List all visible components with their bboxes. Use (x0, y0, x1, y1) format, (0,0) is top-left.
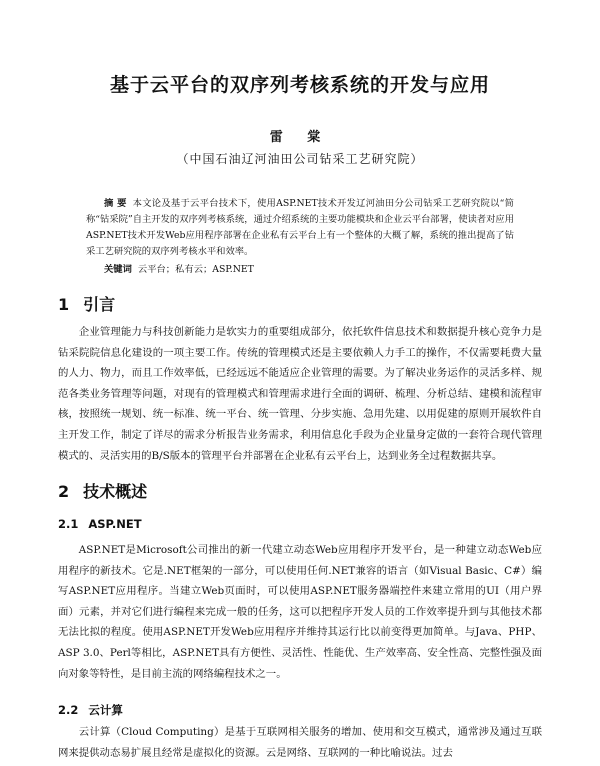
section-title: 引言 (83, 295, 116, 314)
author-name: 雷 棠 (269, 130, 331, 145)
subsection-title: ASP.NET (88, 517, 142, 531)
section-paragraph: 企业管理能力与科技创新能力是软实力的重要组成部分，依托软件信息技术和数据提升核心竞争力是钻采院院信息化建设的一项主要工作。传统的管理模式还是主要依赖人力手工的操作，不仅需要耗费大量的人力、物力，而且工作效率低，已经远远不能适应企业管理的需要。为了解决业务运作的灵活多样、规范各类业务管理等问题，对现有的管理模式和管理需求进行全面的调研、梳理、分析总结、建模和流程审核，按照统一规划、统一标准、统一平台、统一管理、分步实施、急用先建、以用促建的原则开展软件自主开发工作，制定了详尽的需求分析报告业务需求，利用信息化手段为企业量身定做的一套符合现代管理模式的、灵活实用的B/S版本的管理平台并部署在企业私有云平台上，达到业务全过程数据共享。 (58, 326, 542, 462)
abstract (86, 196, 514, 260)
subsection-paragraph: 云计算（Cloud Computing）是基于互联网相关服务的增加、使用和交互模式，通常涉及通过互联网来提供动态易扩展且经常是虚拟化的资源。云是网络、互联网的一种比喻说法。过去 (58, 726, 542, 759)
keywords-text: 云平台；私有云；ASP.NET (137, 264, 254, 275)
subsection-number: 2.1 (58, 517, 79, 531)
paper-title: 基于云平台的双序列考核系统的开发与应用 (109, 74, 490, 96)
subsection-heading (58, 517, 142, 531)
abstract-text: 本文论及基于云平台技术下，使用ASP.NET技术开发辽河油田分公司钻采工艺研究院以“简称“钻采院”自主开发的双序列考核系统，通过介绍系统的主要功能模块和企业云平台部署，使读者对应用ASP.NET技术开发Web应用程序部署在企业私有云平台上有一个整体的大概了解，系统的推出提高了钻采工艺研究院的双序列考核水平和效率。 (86, 198, 514, 257)
section-number: 2 (58, 482, 70, 501)
abstract-label: 摘 要 (104, 198, 127, 209)
author-affiliation: （中国石油辽河油田公司钻采工艺研究院） (176, 152, 424, 166)
section-heading (58, 292, 115, 315)
subsection-title: 云计算 (88, 703, 123, 717)
section-number: 1 (58, 295, 70, 314)
section-title: 技术概述 (83, 482, 148, 501)
keywords (104, 262, 514, 278)
keywords-label: 关键词 (104, 264, 132, 275)
subsection-heading (58, 702, 123, 718)
subsection-number: 2.2 (58, 703, 79, 717)
subsection-paragraph: ASP.NET是Microsoft公司推出的新一代建立动态Web应用程序开发平台，是一种建立动态Web应用程序的新技术。它是.NET框架的一部分，可以使用任何.NET兼容的语言（如Visual Basic、C#）编写ASP.NET应用程序。当建立Web页面时，可以使用ASP.NET服务器端控件来建立常用的UI（用户界面）元素，并对它们进行编程来完成一般的任务，这可以把程序开发人员的工作效率提升到与其他技术都无法比拟的程度。使用ASP.NET开发Web应用程序并维持其运行比以前变得更加简单。与Java、PHP、ASP 3.0、Perl等相比，ASP.NET具有方便性、灵活性、性能优、生产效率高、安全性高、完整性强及面向对象等特性，是目前主流的网络编程技术之一。 (58, 544, 542, 680)
section-heading (58, 479, 147, 502)
